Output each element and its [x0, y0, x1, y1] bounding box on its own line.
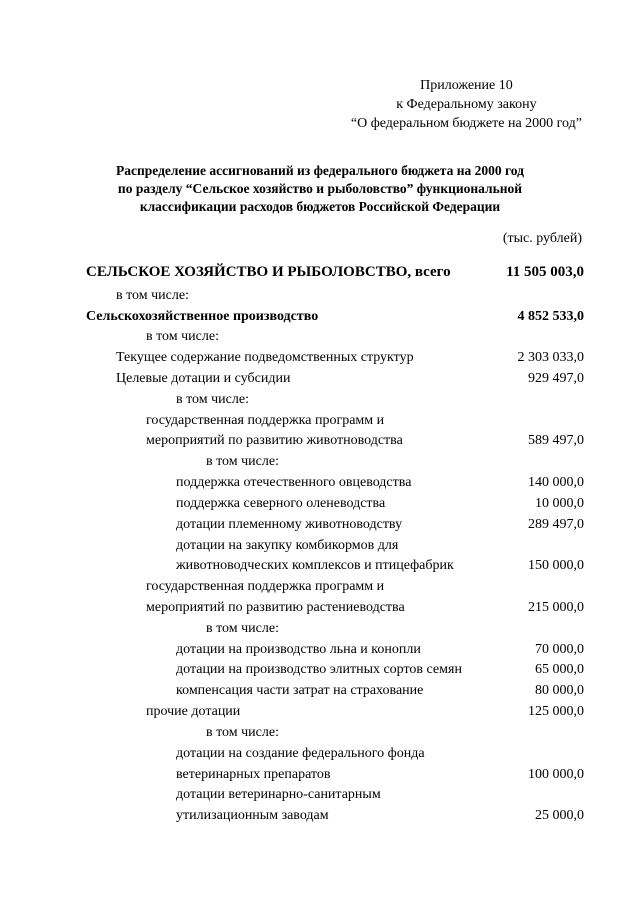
- table-row: [0, 390, 640, 410]
- row-value: 2 303 033,0: [517, 350, 584, 365]
- table-row: [0, 431, 640, 451]
- table-row-subsection: [0, 307, 640, 327]
- table-row: [0, 785, 640, 805]
- table-row: [0, 577, 640, 597]
- row-label: в том числе:: [206, 725, 279, 740]
- row-value: 70 000,0: [535, 642, 584, 657]
- row-label: утилизационным заводам: [176, 808, 329, 823]
- table-row: [0, 660, 640, 680]
- title-line-1: Распределение ассигнований из федерального бюджета на 2000 год: [116, 163, 524, 178]
- title-line-3: классификации расходов бюджетов Российской Федерации: [139, 199, 501, 214]
- title-line-2: по разделу “Сельское хозяйство и рыболовство” функциональной: [117, 181, 523, 196]
- row-label: СЕЛЬСКОЕ ХОЗЯЙСТВО И РЫБОЛОВСТВО, всего: [86, 264, 451, 280]
- row-value: 215 000,0: [528, 600, 584, 615]
- table-row: [0, 765, 640, 785]
- row-label: Сельскохозяйственное производство: [86, 309, 319, 324]
- row-label: в том числе:: [146, 329, 219, 344]
- row-label: Текущее содержание подведомственных структур: [116, 350, 414, 365]
- row-label: животноводческих комплексов и птицефабрик: [176, 558, 454, 573]
- row-label: ветеринарных препаратов: [176, 767, 331, 782]
- table-row: [0, 348, 640, 368]
- row-label: дотации на производство элитных сортов семян: [176, 662, 462, 677]
- row-label: Целевые дотации и субсидии: [116, 371, 291, 386]
- row-label: в том числе:: [206, 454, 279, 469]
- table-row: [0, 640, 640, 660]
- row-label: дотации ветеринарно-санитарным: [176, 787, 381, 802]
- row-value: 11 505 003,0: [506, 264, 584, 280]
- table-row: [0, 327, 640, 347]
- row-label: мероприятий по развитию растениеводства: [146, 600, 405, 615]
- appendix-law-ref: к Федеральному закону: [396, 97, 537, 112]
- row-label: дотации на производство льна и конопли: [176, 642, 421, 657]
- table-row: [0, 515, 640, 535]
- table-row: [0, 744, 640, 764]
- table-row: [0, 723, 640, 743]
- row-value: 100 000,0: [528, 767, 584, 782]
- table-row: [0, 619, 640, 639]
- table-row: [0, 411, 640, 431]
- row-label: поддержка северного оленеводства: [176, 496, 386, 511]
- row-label: дотации на создание федерального фонда: [176, 746, 425, 761]
- table-row: [0, 286, 640, 306]
- row-label: государственная поддержка программ и: [146, 413, 385, 428]
- row-value: 929 497,0: [528, 371, 584, 386]
- table-row: [0, 473, 640, 493]
- row-label: в том числе:: [176, 392, 249, 407]
- table-row-total: [0, 262, 640, 282]
- table-row: [0, 702, 640, 722]
- row-value: 289 497,0: [528, 517, 584, 532]
- table-row: [0, 494, 640, 514]
- table-row: [0, 681, 640, 701]
- table-row: [0, 598, 640, 618]
- row-value: 125 000,0: [528, 704, 584, 719]
- row-value: 25 000,0: [535, 808, 584, 823]
- row-value: 4 852 533,0: [517, 309, 584, 324]
- table-row: [0, 369, 640, 389]
- appendix-law-title: “О федеральном бюджете на 2000 год”: [350, 116, 582, 131]
- table-row: [0, 806, 640, 826]
- row-value: 589 497,0: [528, 433, 584, 448]
- appendix-number: Приложение 10: [420, 78, 513, 93]
- table-row: [0, 556, 640, 576]
- row-label: государственная поддержка программ и: [146, 579, 385, 594]
- row-value: 65 000,0: [535, 662, 584, 677]
- row-label: прочие дотации: [146, 704, 241, 719]
- row-label: компенсация части затрат на страхование: [176, 683, 424, 698]
- table-row: [0, 452, 640, 472]
- row-value: 10 000,0: [535, 496, 584, 511]
- row-value: 140 000,0: [528, 475, 584, 490]
- row-value: 150 000,0: [528, 558, 584, 573]
- row-value: 80 000,0: [535, 683, 584, 698]
- table-row: [0, 536, 640, 556]
- row-label: в том числе:: [116, 288, 189, 303]
- row-label: дотации на закупку комбикормов для: [176, 538, 399, 553]
- row-label: дотации племенному животноводству: [176, 517, 403, 532]
- row-label: поддержка отечественного овцеводства: [176, 475, 412, 490]
- row-label: в том числе:: [206, 621, 279, 636]
- row-label: мероприятий по развитию животноводства: [146, 433, 403, 448]
- units-label: (тыс. рублей): [502, 231, 582, 246]
